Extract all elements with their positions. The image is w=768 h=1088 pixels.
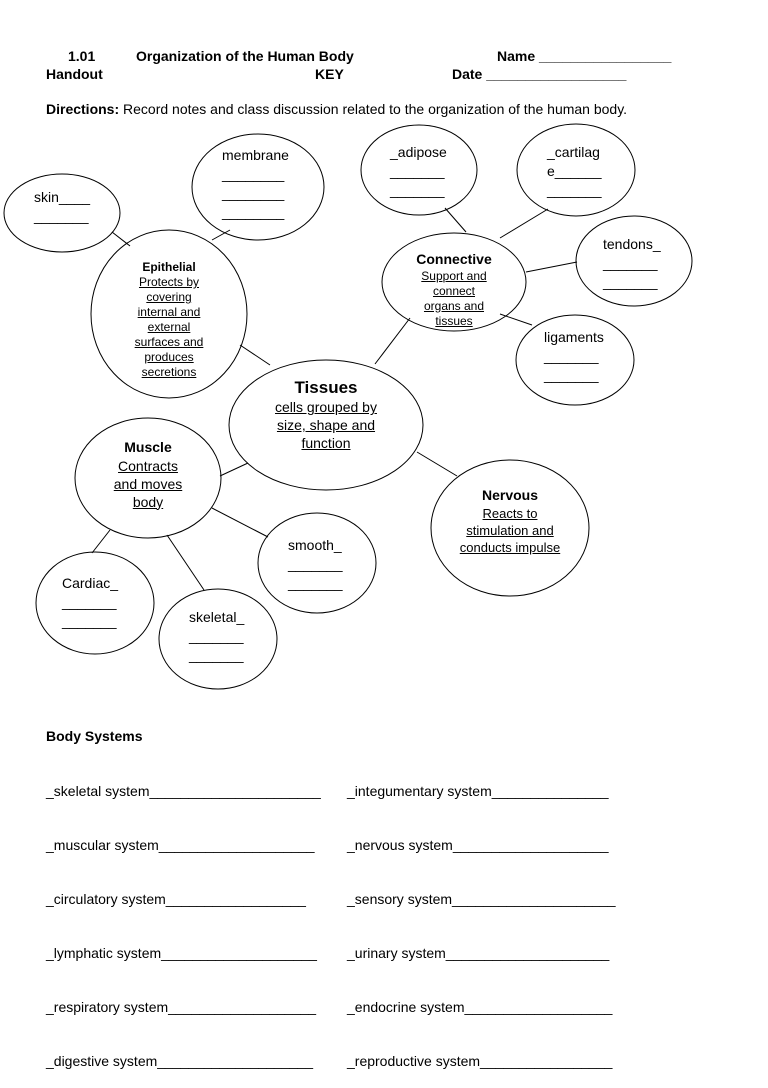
body-system-item: _digestive system____________________ bbox=[46, 1053, 313, 1069]
ligaments-leaf: ligaments _______ _______ bbox=[544, 329, 604, 383]
directions-text: Record notes and class discussion related to the organization of the human body. bbox=[123, 101, 628, 117]
connector-ligaments-connective bbox=[500, 314, 532, 325]
epithelial-node bbox=[96, 260, 242, 379]
epithelial-title: Epithelial bbox=[142, 260, 196, 274]
epithelial-text-clip bbox=[96, 275, 242, 379]
connector-cartilage-connective bbox=[500, 209, 548, 238]
cardiac-leaf: Cardiac_ _______ _______ bbox=[62, 575, 119, 629]
skin-leaf: skin____ _______ bbox=[34, 189, 91, 224]
body-system-item: _circulatory system__________________ bbox=[46, 891, 306, 907]
nervous-title: Nervous bbox=[481, 487, 539, 503]
muscle-node bbox=[84, 439, 212, 511]
name-field: Name _________________ bbox=[497, 48, 672, 64]
body-system-item: _nervous system____________________ bbox=[347, 837, 609, 853]
handout-label: Handout bbox=[46, 66, 103, 82]
tissues-title: Tissues bbox=[294, 378, 358, 397]
connector-adipose-connective bbox=[445, 208, 466, 232]
tendons-leaf: tendons_ _______ _______ bbox=[603, 236, 661, 290]
page-title: Organization of the Human Body bbox=[136, 48, 354, 64]
connective-title: Connective bbox=[416, 251, 492, 267]
skeletal-leaf: skeletal_ _______ _______ bbox=[189, 609, 245, 663]
body-system-item: _respiratory system___________________ bbox=[46, 999, 317, 1015]
body-system-item: _lymphatic system____________________ bbox=[46, 945, 317, 961]
nervous-node bbox=[440, 487, 580, 556]
muscle-text: Contracts and moves body bbox=[113, 457, 183, 510]
connector-epithelial-tissues bbox=[240, 345, 270, 365]
connective-node bbox=[390, 251, 518, 328]
body-system-item: _reproductive system_________________ bbox=[347, 1053, 613, 1069]
body-system-item: _integumentary system_______________ bbox=[347, 783, 609, 799]
body-system-item: _muscular system____________________ bbox=[46, 837, 315, 853]
connector-muscle-smooth bbox=[212, 508, 268, 537]
key-label: KEY bbox=[315, 66, 344, 82]
connector-connective-tissues bbox=[375, 318, 410, 364]
body-systems-right bbox=[347, 746, 616, 1088]
body-systems-title: Body Systems bbox=[46, 728, 143, 744]
membrane-leaf: membrane ________ ________ ________ bbox=[222, 147, 289, 220]
cartilage-leaf: _cartilag e______ _______ bbox=[547, 144, 602, 198]
tissues-node bbox=[238, 377, 414, 452]
tissues-text: cells grouped by size, shape and function bbox=[275, 399, 377, 452]
connector-muscle-cardiac bbox=[92, 530, 110, 553]
connector-tissues-muscle bbox=[220, 463, 248, 476]
smooth-leaf: smooth_ _______ _______ bbox=[288, 537, 343, 591]
body-system-item: _sensory system_____________________ bbox=[347, 891, 616, 907]
connector-tissues-nervous bbox=[417, 452, 457, 476]
body-systems-left bbox=[46, 746, 321, 1088]
adipose-leaf: _adipose _______ _______ bbox=[390, 144, 447, 198]
directions-label: Directions: bbox=[46, 101, 120, 117]
body-system-item: _skeletal system______________________ bbox=[46, 783, 321, 799]
connector-skin-epithelial bbox=[112, 232, 130, 246]
connector-tendons-connective bbox=[526, 262, 577, 272]
epithelial-text: Protects by covering internal and external surfaces and produces secretions bbox=[134, 275, 204, 379]
body-system-item: _urinary system_____________________ bbox=[347, 945, 610, 961]
connective-text-clip bbox=[390, 268, 518, 328]
handout-number: 1.01 bbox=[68, 48, 96, 64]
muscle-title: Muscle bbox=[124, 439, 172, 455]
date-field: Date __________________ bbox=[452, 66, 627, 82]
connector-muscle-skeletal bbox=[167, 535, 204, 590]
connective-text: Support and connect organs and tissues bbox=[421, 268, 487, 328]
body-system-item: _endocrine system___________________ bbox=[347, 999, 613, 1015]
nervous-text: Reacts to stimulation and conducts impulse bbox=[459, 505, 561, 555]
